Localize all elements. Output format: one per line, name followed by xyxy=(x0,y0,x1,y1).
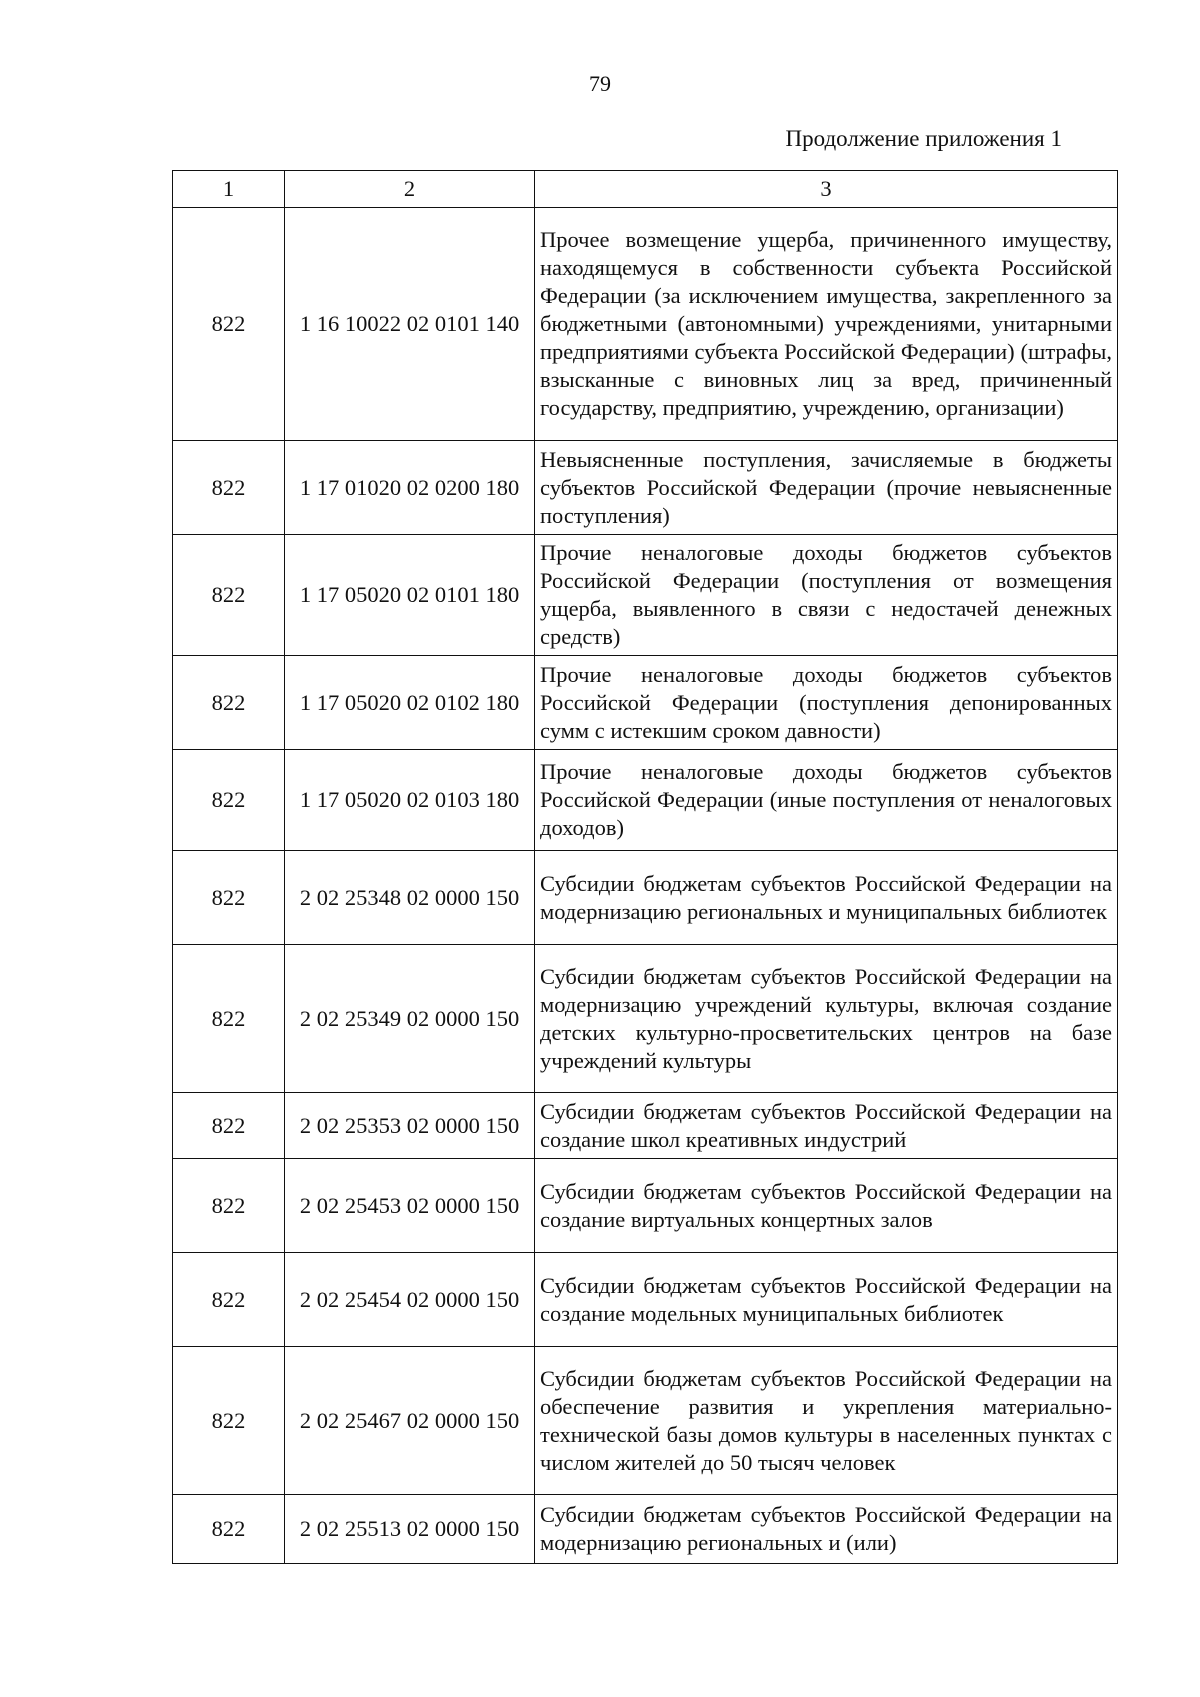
budget-code-cell: 2 02 25467 02 0000 150 xyxy=(285,1347,535,1495)
description-cell: Прочие неналоговые доходы бюджетов субъектов Российской Федерации (иные поступления от неналоговых доходов) xyxy=(535,750,1118,851)
description-cell: Субсидии бюджетам субъектов Российской Федерации на обеспечение развития и укрепления материально-технической базы домов культуры в населенных пунктах с числом жителей до 50 тысяч человек xyxy=(535,1347,1118,1495)
description-cell: Прочее возмещение ущерба, причиненного имуществу, находящемуся в собственности субъекта Российской Федерации (за исключением имущества, закрепленного за бюджетными (автономными) учреждениями, унитарными предприятиями субъекта Российской Федерации) (штрафы, взысканные с виновных лиц за вред, причиненный государству, предприятию, учреждению, организации) xyxy=(535,208,1118,441)
budget-code-cell: 2 02 25453 02 0000 150 xyxy=(285,1159,535,1253)
table-row xyxy=(173,535,1118,656)
table-row xyxy=(173,1347,1118,1495)
page-number: 79 xyxy=(589,71,611,96)
description-cell: Субсидии бюджетам субъектов Российской Федерации на модернизацию учреждений культуры, включая создание детских культурно-просветительских центров на базе учреждений культуры xyxy=(535,945,1118,1093)
admin-code-cell: 822 xyxy=(173,945,285,1093)
table-row xyxy=(173,441,1118,535)
table-row xyxy=(173,1495,1118,1564)
description-cell: Прочие неналоговые доходы бюджетов субъектов Российской Федерации (поступления депонированных сумм с истекшим сроком давности) xyxy=(535,656,1118,750)
revenue-codes-table xyxy=(172,170,1118,1564)
budget-code-cell: 1 17 05020 02 0101 180 xyxy=(285,535,535,656)
description-cell: Субсидии бюджетам субъектов Российской Федерации на модернизацию региональных и муниципальных библиотек xyxy=(535,851,1118,945)
description-cell: Субсидии бюджетам субъектов Российской Федерации на создание школ креативных индустрий xyxy=(535,1093,1118,1159)
table-row xyxy=(173,750,1118,851)
admin-code-cell: 822 xyxy=(173,656,285,750)
table-row xyxy=(173,1093,1118,1159)
table-row xyxy=(173,1159,1118,1253)
budget-code-cell: 1 17 01020 02 0200 180 xyxy=(285,441,535,535)
admin-code-cell: 822 xyxy=(173,750,285,851)
budget-code-cell: 1 16 10022 02 0101 140 xyxy=(285,208,535,441)
admin-code-cell: 822 xyxy=(173,1347,285,1495)
description-cell: Субсидии бюджетам субъектов Российской Федерации на модернизацию региональных и (или) xyxy=(535,1495,1118,1564)
admin-code-cell: 822 xyxy=(173,208,285,441)
appendix-continuation-note: Продолжение приложения 1 xyxy=(785,126,1062,151)
admin-code-cell: 822 xyxy=(173,1495,285,1564)
admin-code-cell: 822 xyxy=(173,535,285,656)
table-row xyxy=(173,1253,1118,1347)
budget-code-cell: 2 02 25513 02 0000 150 xyxy=(285,1495,535,1564)
description-cell: Невыясненные поступления, зачисляемые в бюджеты субъектов Российской Федерации (прочие невыясненные поступления) xyxy=(535,441,1118,535)
description-cell: Субсидии бюджетам субъектов Российской Федерации на создание виртуальных концертных залов xyxy=(535,1159,1118,1253)
budget-code-cell: 2 02 25348 02 0000 150 xyxy=(285,851,535,945)
admin-code-cell: 822 xyxy=(173,1093,285,1159)
column-header-1: 1 xyxy=(173,171,285,208)
admin-code-cell: 822 xyxy=(173,1159,285,1253)
table-header-row xyxy=(173,171,1118,208)
table-row xyxy=(173,851,1118,945)
budget-code-cell: 1 17 05020 02 0102 180 xyxy=(285,656,535,750)
description-cell: Субсидии бюджетам субъектов Российской Федерации на создание модельных муниципальных библиотек xyxy=(535,1253,1118,1347)
description-cell: Прочие неналоговые доходы бюджетов субъектов Российской Федерации (поступления от возмещения ущерба, выявленного в связи с недостачей денежных средств) xyxy=(535,535,1118,656)
admin-code-cell: 822 xyxy=(173,1253,285,1347)
admin-code-cell: 822 xyxy=(173,851,285,945)
column-header-2: 2 xyxy=(285,171,535,208)
budget-code-cell: 2 02 25454 02 0000 150 xyxy=(285,1253,535,1347)
table-row xyxy=(173,208,1118,441)
budget-code-cell: 2 02 25353 02 0000 150 xyxy=(285,1093,535,1159)
table-row xyxy=(173,656,1118,750)
table-row xyxy=(173,945,1118,1093)
budget-code-cell: 1 17 05020 02 0103 180 xyxy=(285,750,535,851)
admin-code-cell: 822 xyxy=(173,441,285,535)
budget-code-cell: 2 02 25349 02 0000 150 xyxy=(285,945,535,1093)
column-header-3: 3 xyxy=(535,171,1118,208)
